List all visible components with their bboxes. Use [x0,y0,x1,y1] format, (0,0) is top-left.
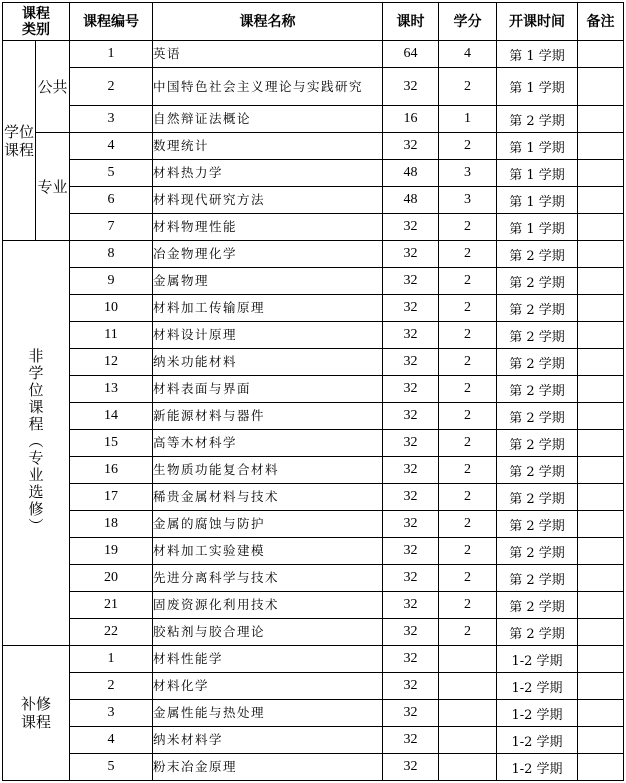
course-number: 14 [70,403,153,430]
course-term: 第 2 学期 [497,619,578,646]
course-term: 第 2 学期 [497,106,578,133]
course-term: 1-2 学期 [497,673,578,700]
course-remarks [578,349,624,376]
course-hours: 32 [383,295,439,322]
table-row [3,538,624,565]
course-remarks [578,187,624,214]
course-name: 金属的腐蚀与防护 [153,511,383,538]
course-name: 冶金物理化学 [153,241,383,268]
course-term: 第 2 学期 [497,538,578,565]
course-name: 纳米材料学 [153,727,383,754]
course-hours: 32 [383,565,439,592]
course-hours: 32 [383,754,439,781]
course-hours: 32 [383,376,439,403]
course-hours: 32 [383,484,439,511]
course-term: 1-2 学期 [497,700,578,727]
course-remarks [578,538,624,565]
course-term: 1-2 学期 [497,727,578,754]
course-remarks [578,133,624,160]
header-remarks: 备注 [578,3,624,41]
course-remarks [578,322,624,349]
course-term: 1-2 学期 [497,754,578,781]
course-number: 1 [70,646,153,673]
header-row [3,3,624,41]
course-term: 第 2 学期 [497,511,578,538]
group-degree-courses-label: 学位课程 [4,122,35,159]
group-nondegree-courses [3,241,70,646]
course-remarks [578,106,624,133]
course-number: 3 [70,700,153,727]
course-remarks [578,484,624,511]
table-row [3,754,624,781]
course-term: 第 2 学期 [497,268,578,295]
course-term: 第 1 学期 [497,68,578,106]
course-hours: 32 [383,241,439,268]
course-number: 18 [70,511,153,538]
course-remarks [578,592,624,619]
course-remarks [578,565,624,592]
header-credits: 学分 [439,3,497,41]
course-term: 第 1 学期 [497,41,578,68]
course-credits: 2 [439,322,497,349]
course-credits [439,727,497,754]
group-public-label: 公共 [37,77,68,96]
course-name: 材料设计原理 [153,322,383,349]
course-hours: 16 [383,106,439,133]
course-name: 金属性能与热处理 [153,700,383,727]
course-number: 1 [70,41,153,68]
group-degree-courses [3,41,36,241]
course-credits: 3 [439,160,497,187]
course-remarks [578,673,624,700]
course-remarks [578,295,624,322]
header-course-name: 课程名称 [153,3,383,41]
course-term: 第 2 学期 [497,322,578,349]
course-hours: 32 [383,403,439,430]
course-number: 16 [70,457,153,484]
course-credits: 4 [439,41,497,68]
course-term: 第 2 学期 [497,403,578,430]
course-number: 9 [70,268,153,295]
table-row [3,592,624,619]
course-name: 材料加工实验建模 [153,538,383,565]
course-name: 新能源材料与器件 [153,403,383,430]
course-number: 5 [70,160,153,187]
table-row [3,484,624,511]
course-name: 粉末冶金原理 [153,754,383,781]
course-number: 8 [70,241,153,268]
course-remarks [578,754,624,781]
course-credits: 3 [439,187,497,214]
table-row [3,430,624,457]
course-credits [439,700,497,727]
course-hours: 32 [383,646,439,673]
course-credits: 2 [439,619,497,646]
course-remarks [578,241,624,268]
course-credits [439,754,497,781]
course-credits: 2 [439,457,497,484]
course-hours: 32 [383,322,439,349]
course-term: 第 2 学期 [497,295,578,322]
course-remarks [578,376,624,403]
course-number: 19 [70,538,153,565]
course-name: 先进分离科学与技术 [153,565,383,592]
course-credits: 2 [439,241,497,268]
header-term: 开课时间 [497,3,578,41]
table-row [3,295,624,322]
course-number: 11 [70,322,153,349]
group-nondegree-courses-label: 非学位课程（专业选修） [26,347,45,535]
table-row [3,133,624,160]
course-name: 中国特色社会主义理论与实践研究 [153,68,383,106]
course-hours: 32 [383,68,439,106]
course-hours: 32 [383,457,439,484]
course-credits [439,673,497,700]
course-remarks [578,511,624,538]
course-name: 稀贵金属材料与技术 [153,484,383,511]
course-name: 纳米功能材料 [153,349,383,376]
course-term: 第 2 学期 [497,349,578,376]
course-hours: 64 [383,41,439,68]
course-term: 1-2 学期 [497,646,578,673]
course-number: 12 [70,349,153,376]
course-credits: 2 [439,133,497,160]
course-number: 7 [70,214,153,241]
course-term: 第 1 学期 [497,160,578,187]
course-number: 5 [70,754,153,781]
table-row [3,700,624,727]
table-row [3,268,624,295]
course-name: 数理统计 [153,133,383,160]
table-row [3,403,624,430]
course-credits: 2 [439,68,497,106]
header-category: 课程类别 [3,3,70,41]
course-number: 22 [70,619,153,646]
course-hours: 32 [383,133,439,160]
course-term: 第 2 学期 [497,241,578,268]
course-hours: 32 [383,727,439,754]
course-name: 金属物理 [153,268,383,295]
course-hours: 32 [383,430,439,457]
course-credits: 2 [439,592,497,619]
course-name: 材料现代研究方法 [153,187,383,214]
course-name: 固废资源化利用技术 [153,592,383,619]
group-major-label: 专业 [37,177,68,196]
course-credits: 2 [439,484,497,511]
course-credits: 2 [439,295,497,322]
course-term: 第 2 学期 [497,457,578,484]
course-number: 6 [70,187,153,214]
course-number: 10 [70,295,153,322]
table-row [3,619,624,646]
course-hours: 48 [383,187,439,214]
course-name: 英语 [153,41,383,68]
course-term: 第 2 学期 [497,484,578,511]
group-public [36,41,70,133]
course-name: 材料化学 [153,673,383,700]
course-hours: 48 [383,160,439,187]
course-credits: 2 [439,538,497,565]
course-remarks [578,727,624,754]
course-term: 第 1 学期 [497,214,578,241]
course-hours: 32 [383,673,439,700]
course-number: 4 [70,133,153,160]
course-number: 15 [70,430,153,457]
course-credits: 2 [439,268,497,295]
course-hours: 32 [383,538,439,565]
course-remarks [578,700,624,727]
course-number: 4 [70,727,153,754]
course-remarks [578,646,624,673]
table-row [3,457,624,484]
course-term: 第 2 学期 [497,376,578,403]
course-name: 生物质功能复合材料 [153,457,383,484]
group-remedial-courses [3,646,70,781]
table-row [3,511,624,538]
course-credits [439,646,497,673]
table-row [3,160,624,187]
course-name: 材料表面与界面 [153,376,383,403]
course-credits: 1 [439,106,497,133]
course-remarks [578,619,624,646]
course-hours: 32 [383,700,439,727]
course-credits: 2 [439,430,497,457]
course-remarks [578,214,624,241]
course-term: 第 1 学期 [497,187,578,214]
course-number: 3 [70,106,153,133]
course-remarks [578,457,624,484]
course-number: 21 [70,592,153,619]
course-name: 自然辩证法概论 [153,106,383,133]
table-row [3,349,624,376]
course-remarks [578,68,624,106]
course-term: 第 1 学期 [497,133,578,160]
table-row [3,727,624,754]
course-hours: 32 [383,268,439,295]
course-hours: 32 [383,511,439,538]
table-row [3,68,624,106]
course-name: 胶粘剂与胶合理论 [153,619,383,646]
course-number: 2 [70,68,153,106]
table-row [3,646,624,673]
table-row [3,565,624,592]
course-number: 17 [70,484,153,511]
course-remarks [578,403,624,430]
course-name: 材料物理性能 [153,214,383,241]
course-number: 13 [70,376,153,403]
course-name: 材料热力学 [153,160,383,187]
course-hours: 32 [383,619,439,646]
course-hours: 32 [383,214,439,241]
course-number: 20 [70,565,153,592]
course-table [2,2,624,781]
table-row [3,214,624,241]
table-row [3,322,624,349]
course-term: 第 2 学期 [497,592,578,619]
header-hours: 课时 [383,3,439,41]
course-number: 2 [70,673,153,700]
course-credits: 2 [439,565,497,592]
course-remarks [578,160,624,187]
course-credits: 2 [439,349,497,376]
table-row [3,41,624,68]
course-credits: 2 [439,214,497,241]
course-remarks [578,41,624,68]
table-row [3,376,624,403]
header-course-number: 课程编号 [70,3,153,41]
course-hours: 32 [383,592,439,619]
course-remarks [578,430,624,457]
course-name: 材料性能学 [153,646,383,673]
group-remedial-courses-label: 补修课程 [21,695,52,731]
course-term: 第 2 学期 [497,565,578,592]
table-row [3,106,624,133]
course-term: 第 2 学期 [497,430,578,457]
course-hours: 32 [383,349,439,376]
course-credits: 2 [439,511,497,538]
course-name: 材料加工传输原理 [153,295,383,322]
group-major [36,133,70,241]
course-name: 高等木材科学 [153,430,383,457]
table-row [3,187,624,214]
table-row [3,241,624,268]
course-remarks [578,268,624,295]
course-credits: 2 [439,403,497,430]
table-row [3,673,624,700]
course-credits: 2 [439,376,497,403]
